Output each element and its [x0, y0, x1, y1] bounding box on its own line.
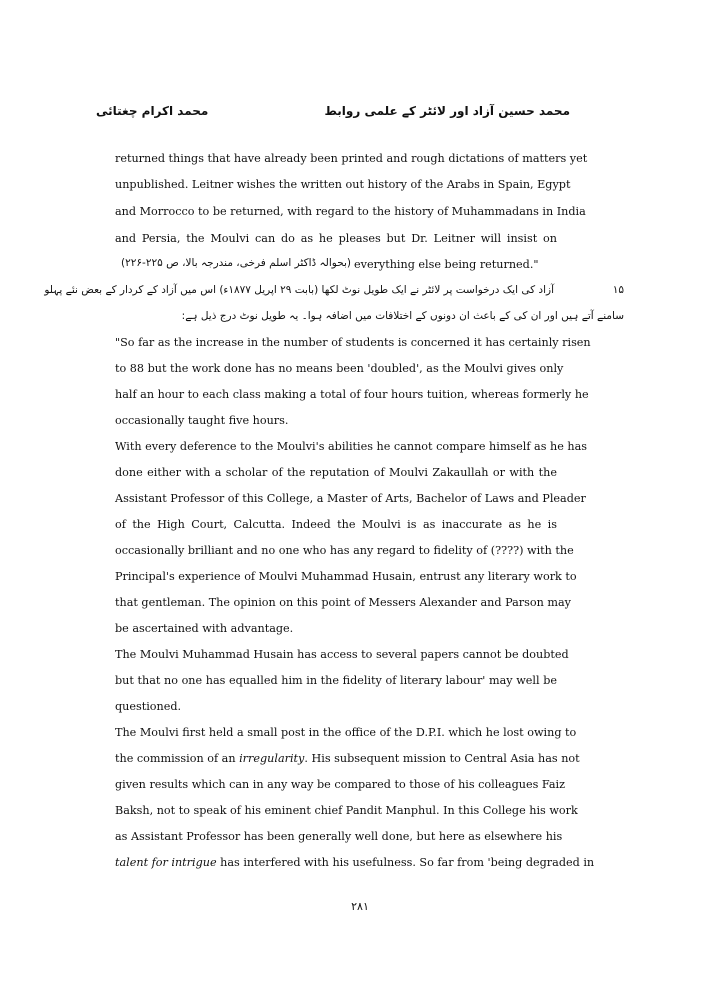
body-line: and Morrocco to be returned, with regard to the history of Muhammadans in India: [115, 205, 586, 218]
quote-line: The Moulvi Muhammad Husain has access to several papers cannot be doubted: [115, 648, 569, 661]
quote-line: half an hour to each class making a total of four hours tuition, whereas formerly he: [115, 388, 589, 401]
quote-line: to 88 but the work done has no means been 'doubled', as the Moulvi gives only: [115, 362, 564, 375]
quote-line: [115, 856, 595, 870]
quote-line: but that no one has equalled him in the fidelity of literary labour' may well be: [115, 674, 557, 687]
quote-line: questioned.: [115, 700, 182, 713]
quote-line: of the High Court, Calcutta. Indeed the Moulvi is as inaccurate as he is: [115, 518, 557, 531]
page-number: ۲۸۱: [351, 900, 369, 913]
quote-line: Principal's experience of Moulvi Muhammad Husain, entrust any literary work to: [115, 570, 577, 583]
quote-line: done either with a scholar of the reputation of Moulvi Zakaullah or with the: [115, 466, 557, 479]
quote-line: Baksh, not to speak of his eminent chief Pandit Manphul. In this College his work: [115, 804, 578, 817]
footnote-urdu-line: سامنے آتے ہیں اور ان کی کے باعث ان دونوں کے اختلافات میں اضافہ ہوا۔ یہ طویل نوٹ درج ذیل ہے:: [181, 310, 624, 322]
footnote-number: ۱۵: [612, 284, 624, 296]
quote-line: Assistant Professor of this College, a Master of Arts, Bachelor of Laws and Pleader: [115, 492, 586, 505]
quote-line: occasionally brilliant and no one who has any regard to fidelity of (????) with the: [115, 544, 574, 557]
quote-line: With every deference to the Moulvi's abilities he cannot compare himself as he has: [115, 440, 588, 453]
body-line: and Persia, the Moulvi can do as he pleases but Dr. Leitner will insist on: [115, 232, 557, 245]
running-header-right: محمد حسین آزاد اور لائٹر کے علمی روابط: [324, 104, 570, 118]
quote-line: be ascertained with advantage.: [115, 622, 294, 635]
quote-line: as Assistant Professor has been generally well done, but here as elsewhere his: [115, 830, 563, 843]
footnote-urdu-line: آزاد کی ایک درخواست پر لائٹر نے ایک طویل نوٹ لکھا (بابت ۲۹ اپریل ۱۸۷۷ء) اس میں آزاد کے کردار کے بعض نئے پہلو: [44, 284, 554, 296]
quote-line: occasionally taught five hours.: [115, 414, 289, 427]
quote-line: "So far as the increase in the number of students is concerned it has certainly risen: [115, 336, 591, 349]
body-line: everything else being returned.": [354, 258, 539, 271]
quote-line: given results which can in any way be compared to those of his colleagues Faiz: [115, 778, 566, 791]
quote-text: the commission of an: [115, 752, 240, 765]
body-line: unpublished. Leitner wishes the written out history of the Arabs in Spain, Egypt: [115, 178, 571, 191]
quote-text: has interfered with his usefulness. So far from 'being degraded in: [216, 856, 595, 869]
quote-line: The Moulvi first held a small post in the office of the D.P.I. which he lost owing to: [115, 726, 577, 739]
running-header-left: محمد اکرام چغتائی: [96, 104, 209, 118]
italic-emphasis: talent for intrigue: [115, 856, 217, 869]
citation: (بحوالہ ڈاکٹر اسلم فرخی، مندرجہ بالا، ص ۲۲۵-۲۲۶): [121, 257, 351, 269]
quote-line: that gentleman. The opinion on this point of Messers Alexander and Parson may: [115, 596, 571, 609]
quote-line: [115, 752, 580, 766]
quote-text: . His subsequent mission to Central Asia has not: [304, 752, 580, 765]
body-line: returned things that have already been printed and rough dictations of matters yet: [115, 152, 588, 165]
italic-emphasis: irregularity: [239, 752, 305, 765]
